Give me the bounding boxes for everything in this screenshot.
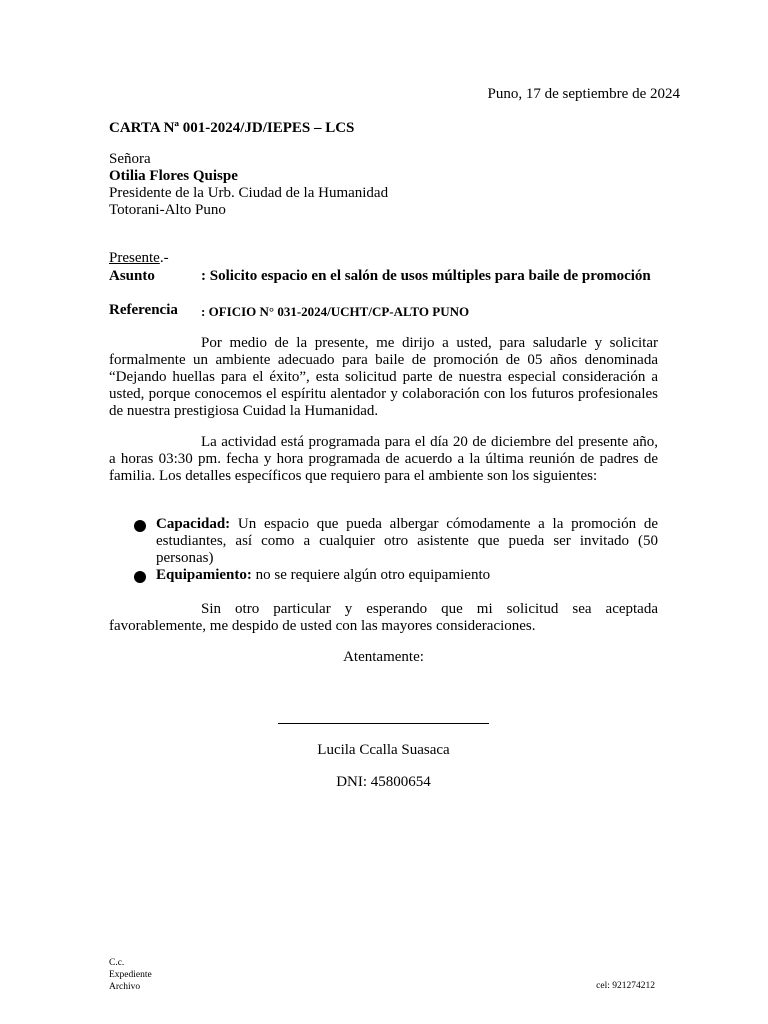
recipient-salutation: Señora [109,151,151,167]
bullet-text: Un espacio que pueda albergar cómodamente a la promoción de estudiantes, así como a cualquier otro asistente que pueda ser invitado (50 personas) [156,516,658,566]
bullet-item-capacidad [156,516,658,567]
recipient-name: Otilia Flores Quispe [109,168,238,184]
signature-dni: DNI: 45800654 [336,774,431,790]
referencia-label: Referencia [109,302,178,318]
recipient-position: Presidente de la Urb. Ciudad de la Humanidad [109,185,389,201]
recipient-block [109,151,388,219]
signature-line [278,723,489,724]
presente-suffix: .- [159,250,169,266]
bullet-icon [134,520,146,532]
letter-title: CARTA Nª 001-2024/JD/IEPES – LCS [109,120,355,136]
copy-list [109,957,152,993]
bullet-item-equipamiento [156,567,658,584]
asunto-label: Asunto [109,268,155,284]
closing-text: Atentamente: [343,649,424,665]
copy-item-expediente: Expediente [109,970,152,980]
body-paragraph-2: La actividad está programada para el día 20 de diciembre del presente año, a horas 03:30 pm. fecha y hora programada de acuerdo a la última reunión de padres de familia. Los detalles específicos que requiero para el ambiente son los siguientes: [109,434,658,484]
body-paragraph-1: Por medio de la presente, me dirijo a usted, para saludarle y solicitar formalmente un ambiente adecuado para baile de promoción de 05 años denominada “Dejando huellas para el éxito”, esta solicitud parte de nuestra especial consideración a usted, porque conocemos el espíritu alentador y colaboración con los futuros profesionales de nuestra prestigiosa Cuidad la Humanidad. [109,335,658,419]
referencia-value: : OFICIO N° 031-2024/UCHT/CP-ALTO PUNO [201,304,470,319]
recipient-location: Totorani-Alto Puno [109,202,226,218]
letter-date: Puno, 17 de septiembre de 2024 [487,86,680,102]
signature-name: Lucila Ccalla Suasaca [317,742,450,758]
presente-word: Presente [109,250,160,266]
copy-label: C.c. [109,958,125,968]
body-paragraph-3: Sin otro particular y esperando que mi solicitud sea aceptada favorablemente, me despido de usted con las mayores consideraciones. [109,601,658,634]
bullet-text: no se requiere algún otro equipamiento [251,567,491,583]
copy-item-archivo: Archivo [109,982,141,992]
bullet-label: Equipamiento: [156,567,252,583]
presente-line [109,250,169,267]
phone-number: cel: 921274212 [596,981,655,991]
bullet-icon [134,571,146,583]
asunto-value: : Solicito espacio en el salón de usos múltiples para baile de promoción [201,268,651,284]
bullet-label: Capacidad: [156,516,231,532]
